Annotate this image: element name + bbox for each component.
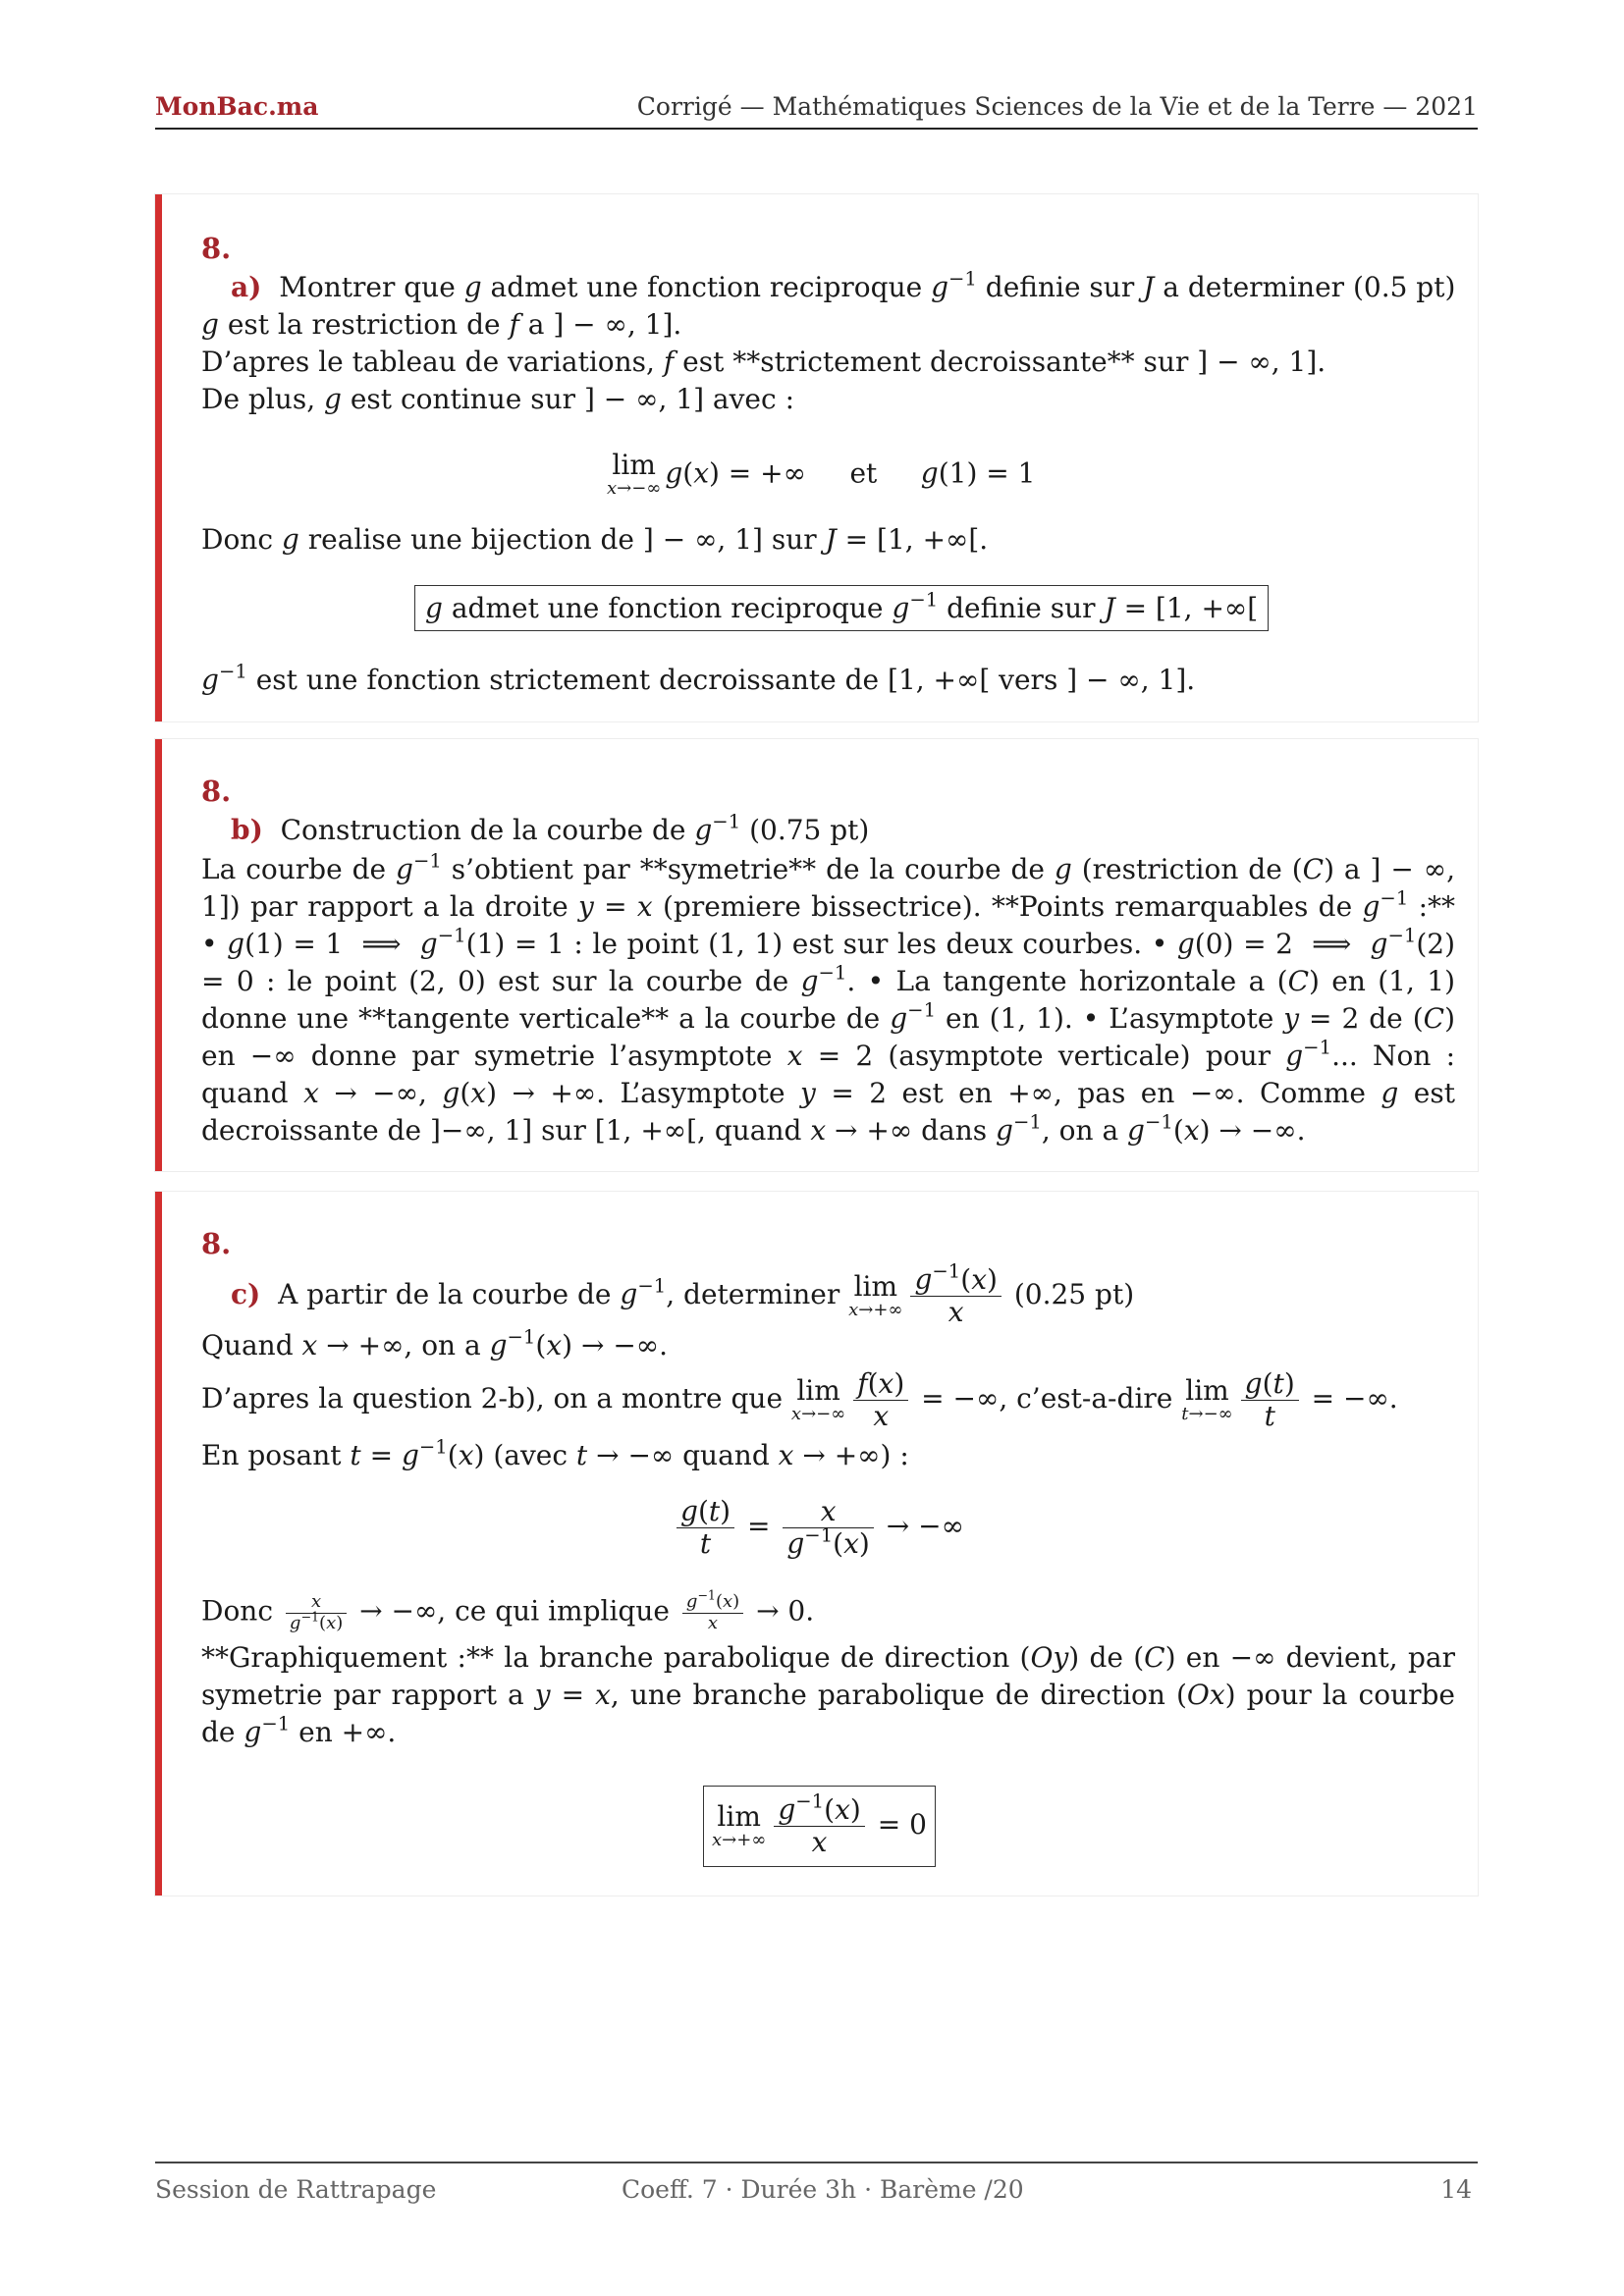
text-line: g est la restriction de f a ] − ∞, 1].	[201, 308, 682, 341]
page-footer	[155, 2162, 1478, 2203]
footer-session: Session de Rattrapage	[155, 2175, 437, 2204]
solution-card-b	[155, 739, 1478, 1171]
text-line: En posant $t = g^{-1}(x)$ (avec t → −∞ quand x → +∞) :	[201, 1435, 909, 1471]
text-line: De plus, g est continue sur ] − ∞, 1] avec :	[201, 383, 794, 415]
question-number: 8.	[201, 774, 232, 808]
question-number: 8.	[201, 1227, 232, 1260]
graphical-paragraph: **Graphiquement :** la branche parabolique de direction (Oy) de (C) en −∞ devient, par symetrie par rapport a y = x, une branche parabolique de direction (Ox) pour la courbe de $g^{-1}$ en +∞.	[201, 1641, 1455, 1748]
explanation-paragraph: La courbe de $g^{-1}$ s’obtient par **symetrie** de la courbe de g (restriction de (C) a ] − ∞, 1]) par rapport a la droite y = x (premiere bissectrice). **Points remarquables de $g^{-1}$ :** • g(1) = 1 ⟹ $g^{-1}(1) = 1$ : le point (1, 1) est sur les deux courbes. • g(0) = 2 ⟹ $g^{-1}(2) = 0$ : le point (2, 0) est sur la courbe de $g^{-1}$. • La tangente horizontale a (C) en (1, 1) donne une **tangente verticale** a la courbe de $g^{-1}$ en (1, 1). • L’asymptote y = 2 de (C) en −∞ donne par symetrie l’asymptote x = 2 (asymptote verticale) pour $g^{-1}$... Non : quand x → −∞, g(x) → +∞. L’asymptote y = 2 est en +∞, pas en −∞. Comme g est decroissante de ]−∞, 1] sur [1, +∞[, quand x → +∞ dans $g^{-1}$, on a $g^{-1}(x)$ → −∞.	[201, 849, 1456, 1147]
sub-label: a)	[231, 271, 262, 303]
solution-card-a	[155, 194, 1478, 721]
sub-label: b)	[231, 814, 263, 846]
brand-logo-text[interactable]: MonBac.ma	[155, 92, 319, 121]
question-number: 8.	[201, 232, 232, 265]
sub-label: c)	[231, 1278, 261, 1311]
question-statement: a) Montrer que g admet une fonction reciproque $g^{-1}$ definie sur J a determiner (0.5 pt)	[231, 267, 1456, 303]
boxed-result: g admet une fonction reciproque $g^{-1}$ definie sur J = [1, +∞[	[414, 585, 1269, 631]
limit-formula: lim x→−∞ g(x) = +∞ et g(1) = 1	[607, 449, 1036, 499]
page-number: 14	[1440, 2175, 1472, 2204]
question-statement: c) A partir de la courbe de $g^{-1}$, determiner lim x→+∞ $\frac{g^{-1}(x)}{x}$ (0.25 pt)	[231, 1259, 1135, 1329]
header-title: Corrigé — Mathématiques Sciences de la Vie et de la Terre — 2021	[636, 92, 1478, 121]
conclusion-line: Donc g realise une bijection de ] − ∞, 1] sur J = [1, +∞[.	[201, 523, 989, 556]
final-line: $g^{-1}$ est une fonction strictement decroissante de [1, +∞[ vers ] − ∞, 1].	[201, 660, 1196, 696]
boxed-result: lim x→+∞ $\frac{g^{-1}(x)}{x}$ = 0	[703, 1786, 936, 1867]
text-line: D’apres la question 2-b), on a montre que lim x→−∞ $\frac{f(x)}{x}$ = −∞, c’est-a-dire lim t→−∞ $\frac{g(t)}{t}$ = −∞.	[201, 1367, 1398, 1433]
solution-card-c	[155, 1192, 1478, 1896]
text-line: Quand x → +∞, on a $g^{-1}(x)$ → −∞.	[201, 1325, 669, 1362]
substitution-formula: $\frac{g(t)}{t}$ = $\frac{x}{g^{-1}(x)}$ → −∞	[673, 1496, 964, 1560]
text-line: Donc $\frac{x}{g^{-1}(x)}$ → −∞, ce qui implique $\frac{g^{-1}(x)}{x}$ → 0.	[201, 1587, 815, 1633]
question-statement: b) Construction de la courbe de $g^{-1}$ (0.75 pt)	[231, 810, 870, 846]
text-line: D’apres le tableau de variations, f est **strictement decroissante** sur ] − ∞, 1].	[201, 346, 1326, 378]
page-header	[155, 92, 1478, 130]
footer-info: Coeff. 7 · Durée 3h · Barème /20	[622, 2175, 1024, 2204]
